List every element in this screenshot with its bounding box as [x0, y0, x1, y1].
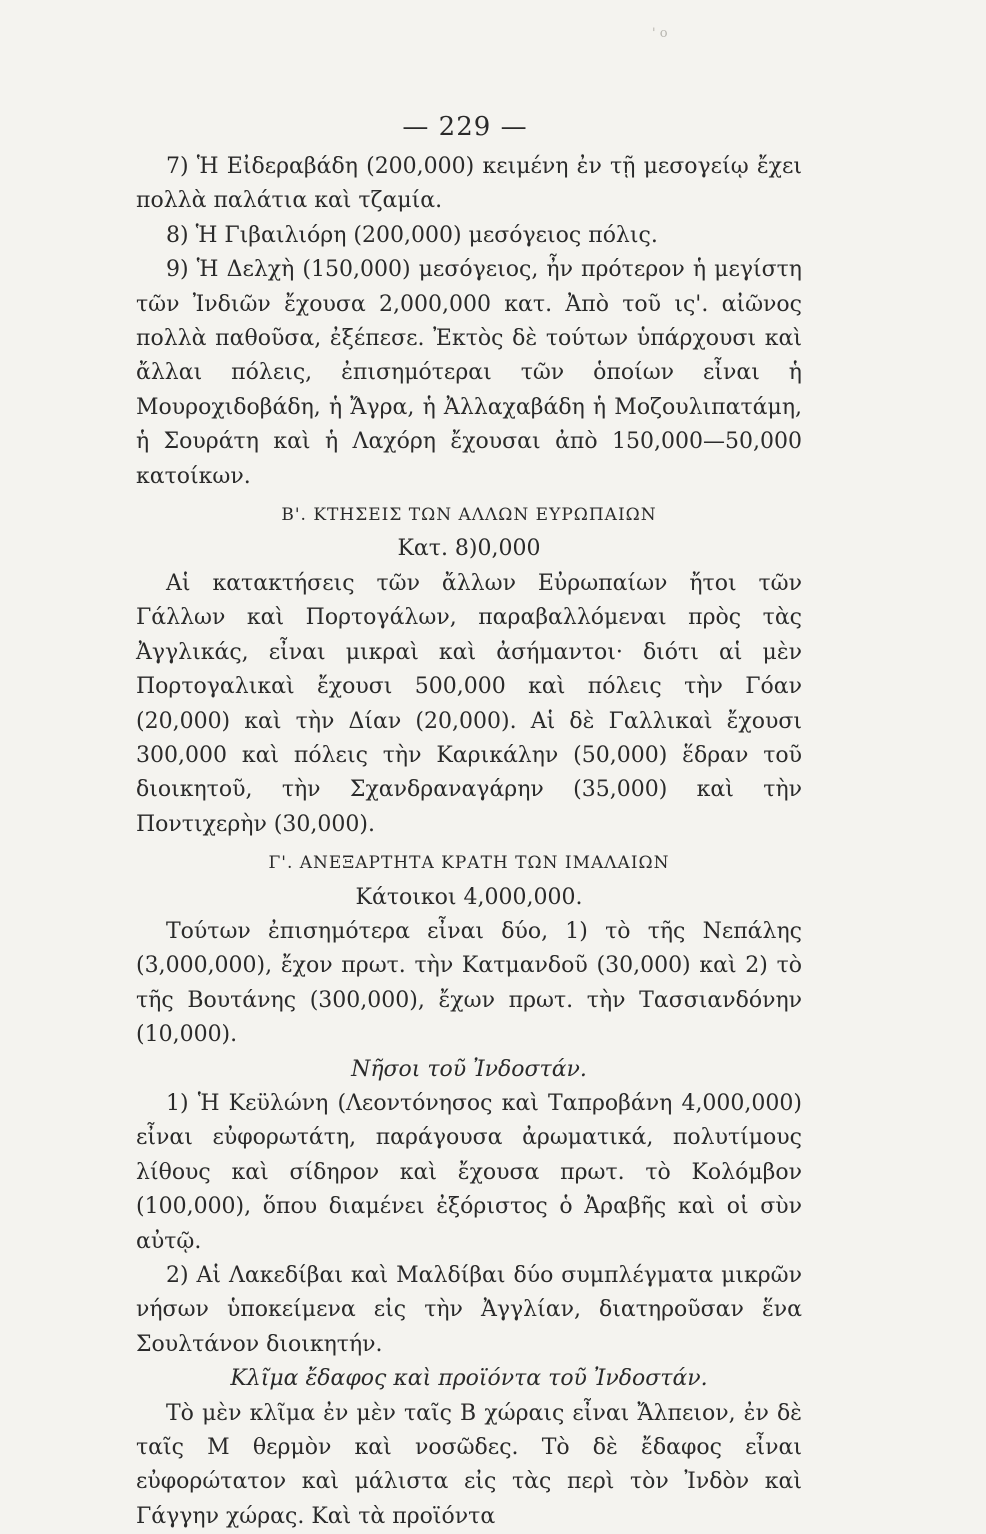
section-heading-b: Β'. ΚΤΗΣΕΙΣ ΤΩΝ ΑΛΛΩΝ ΕΥΡΩΠΑΙΩΝ — [281, 505, 657, 526]
paragraph-3: 9) Ἡ Δελχὴ (150,000) μεσόγειος, ἦν πρότερον ἡ μεγίστη τῶν Ἰνδιῶν ἔχουσα 2,000,000 κατ. Ἀπὸ τοῦ ις'. αἰῶνος πολλὰ παθοῦσα, ἐξέπεσε. Ἐκτὸς δὲ τούτων ὑπάρχουσι καὶ ἄλλαι πόλεις, ἐπισημότεραι τῶν ὁποίων εἶναι ἡ Μουροχιδοβάδη, ἡ Ἄγρα, ἡ Ἀλλαχαβάδη ἡ Μοζουλιπατάμη, ἡ Σουράτη καὶ ἡ Λαχόρη ἔχουσαι ἀπὸ 150,000—50,000 κατοίκων. — [136, 257, 802, 489]
paragraph-2: 8) Ἡ Γιβαιλιόρη (200,000) μεσόγειος πόλις. — [166, 222, 658, 248]
paragraph-4: Αἱ κατακτήσεις τῶν ἄλλων Εὐρωπαίων ἤτοι τῶν Γάλλων καὶ Πορτογάλων, παραβαλλόμεναι πρὸς τὰς Ἀγγλικάς, εἶναι μικραὶ καὶ ἀσήμαντοι· διότι αἱ μὲν Πορτογαλικαὶ ἔχουσι 500,000 καὶ πόλεις τὴν Γόαν (20,000) καὶ τὴν Δίαν (20,000). Αἱ δὲ Γαλλικαὶ ἔχουσι 300,000 καὶ πόλεις τὴν Καρικάλην (50,000) ἕδραν τοῦ διοικητοῦ, τὴν Σχανδραναγάρην (35,000) καὶ τὴν Ποντιχερὴν (30,000). — [136, 570, 802, 837]
paragraph-8: Τὸ μὲν κλῖμα ἐν μὲν ταῖς Β χώραις εἶναι Ἄλπειον, ἐν δὲ ταῖς Μ θερμὸν καὶ νοσῶδες. Τὸ δὲ ἔδαφος εἶναι εὐφορώτατον καὶ μάλιστα εἰς τὰς περὶ τὸν Ἰνδὸν καὶ Γάγγην χώρας. Καὶ τὰ προϊόντα — [136, 1400, 802, 1529]
page-number: — 229 — — [402, 112, 528, 142]
paragraph-1: 7) Ἡ Εἰδεραβάδη (200,000) κειμένη ἐν τῇ μεσογείῳ ἔχει πολλὰ παλάτια καὶ τζαμία. — [136, 154, 802, 214]
section-heading-c: Γ'. ΑΝΕΞΑΡΤΗΤΑ ΚΡΑΤΗ ΤΩΝ ΙΜΑΛΑΙΩΝ — [268, 853, 670, 874]
section-subheading-b: Κατ. 8)0,000 — [397, 536, 541, 562]
body-text — [136, 150, 802, 1534]
paragraph-6: 1) Ἡ Κεϋλώνη (Λεοντόνησος καὶ Ταπροβάνη 4,000,000) εἶναι εὐφορωτάτη, παράγουσα ἀρωματικά, πολυτίμους λίθους καὶ σίδηρον καὶ ἔχουσα πρωτ. τὸ Κολόμβον (100,000), ὅπου διαμένει ἐξόριστος ὁ Ἀραβῆς καὶ οἱ σὺν αὐτῷ. — [136, 1090, 802, 1254]
section-subheading-c: Κάτοικοι 4,000,000. — [355, 884, 583, 910]
paragraph-5: Τούτων ἐπισημότερα εἶναι δύο, 1) τὸ τῆς Νεπάλης (3,000,000), ἔχον πρωτ. τὴν Κατμανδοῦ (30,000) καὶ 2) τὸ τῆς Βουτάνης (300,000), ἔχων πρωτ. τὴν Τασσιανδόνην (10,000). — [136, 918, 802, 1048]
paragraph-7: 2) Αἱ Λακεδίβαι καὶ Μαλδίβαι δύο συμπλέγματα μικρῶν νήσων ὑποκείμενα εἰς τὴν Ἀγγλίαν, διατηροῦσαν ἕνα Σουλτάνον διοικητήν. — [136, 1263, 802, 1357]
italic-heading-islands: Νῆσοι τοῦ Ἰνδοστάν. — [351, 1056, 587, 1082]
italic-heading-climate: Κλῖμα ἔδαφος καὶ προϊόντα τοῦ Ἰνδοστάν. — [230, 1366, 708, 1392]
corner-mark: ' o — [652, 26, 668, 41]
